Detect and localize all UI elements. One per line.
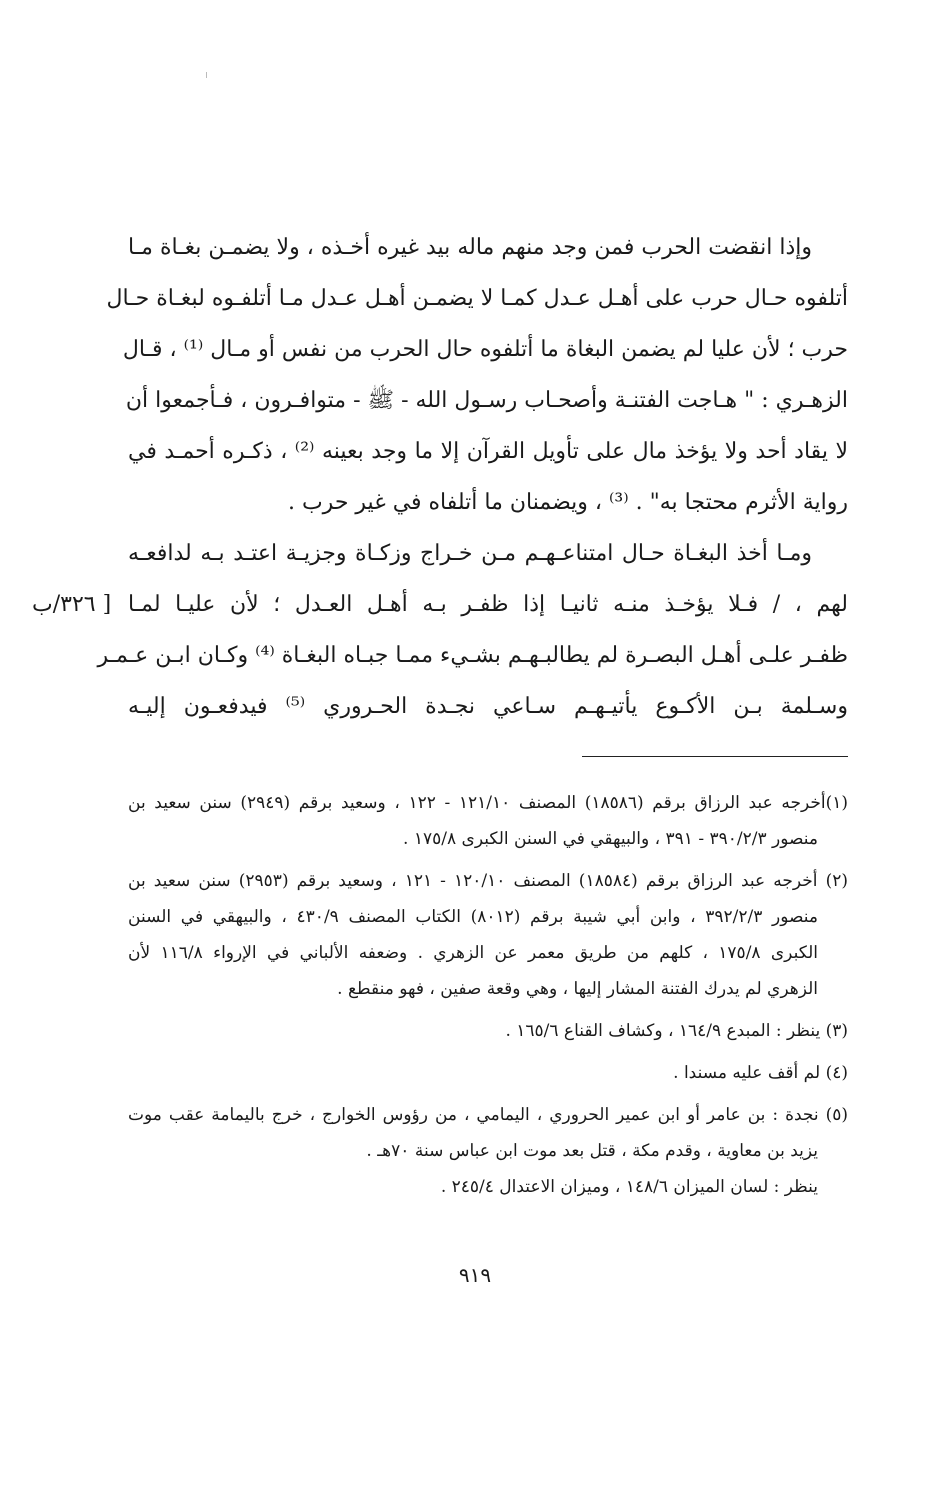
scan-speck [206, 72, 207, 78]
main-line: أتلفوه حـال حرب على أهـل عـدل كمـا لا يضمـن أهـل عـدل مـا أتلفـوه لبغـاة حـال [106, 286, 848, 311]
footnote-5 [128, 1097, 848, 1205]
footnote-line: (١)أخرجه عبد الرزاق برقم (١٨٥٨٦) المصنف ١٢١/١٠ - ١٢٢ ، وسعيد برقم (٢٩٤٩) سنن سعيد بن [128, 793, 848, 813]
footnote-line: الكبرى ١٧٥/٨ ، كلهم من طريق معمر عن الزهري . وضعفه الألباني في الإرواء ١١٦/٨ لأن [128, 943, 818, 963]
main-line: رواية الأثرم محتجا به" . ⁽³⁾ ، ويضمنان ما أتلفاه في غير حرب . [287, 490, 848, 515]
page-number: ٩١٩ [458, 1263, 492, 1287]
main-text-block [97, 222, 848, 732]
main-line: حرب ؛ لأن عليا لم يضمن البغاة ما أتلفوه حال الحرب من نفس أو مـال ⁽¹⁾ ، قـال [122, 337, 848, 362]
footnote-1 [128, 785, 848, 857]
footnote-line: (٤) لم أقف عليه مسندا . [673, 1063, 848, 1083]
footnote-line: منصور ٣٩٢/٢/٣ ، وابن أبي شيبة برقم (٨٠١٢) الكتاب المصنف ٤٣٠/٩ ، والبيهقي في السنن [128, 907, 818, 927]
footnote-separator [582, 756, 848, 757]
footnote-line: (٣) ينظر : المبدع ١٦٤/٩ ، وكشاف القناع ١٦٥/٦ . [505, 1021, 848, 1041]
footnote-line: (٥) نجدة : بن عامر أو ابن عمير الحروري ، اليمامي ، من رؤوس الخوارج ، خرج باليمامة عقب موت [128, 1105, 848, 1125]
main-line: ومـا أخذ البغـاة حـال امتناعـهـم مـن خـراج وزكـاة وجزيـة اعتـد بـه لدافعـه [128, 541, 812, 566]
footnote-line: ينظر : لسان الميزان ١٤٨/٦ ، وميزان الاعتدال ٢٤٥/٤ . [440, 1177, 818, 1197]
footnote-3 [128, 1013, 848, 1049]
footnotes-block [128, 785, 848, 1211]
main-line: لا يقاد أحد ولا يؤخذ مال على تأويل القرآن إلا ما وجد بعينه ⁽²⁾ ، ذكـره أحمـد في [128, 439, 848, 464]
footnote-2 [128, 863, 848, 1007]
footnote-line: يزيد بن معاوية ، وقدم مكة ، قتل بعد موت ابن عباس سنة ٧٠هـ . [366, 1141, 818, 1161]
manuscript-folio-marker: [ ٣٢٦/ب [32, 592, 112, 617]
footnote-line: منصور ٣٩٠/٢/٣ - ٣٩١ ، والبيهقي في السنن الكبرى ١٧٥/٨ . [403, 829, 818, 849]
main-line: وسـلمة بـن الأكـوع يأتيـهـم سـاعي نجـدة الحـروري ⁽⁵⁾ فيدفعـون إليـه [128, 694, 848, 719]
main-line: لهم ، / فـلا يؤخـذ منـه ثانيـا إذا ظفـر بـه أهـل العـدل ؛ لأن عليـا لمـا [128, 592, 848, 617]
main-line: ظفـر علـى أهـل البصـرة لم يطالبـهـم بشـيء ممـا جبـاه البغـاة ⁽⁴⁾ وكـان ابـن عـمـر [97, 643, 848, 668]
main-line: وإذا انقضت الحرب فمن وجد منهم ماله بيد غيره أخـذه ، ولا يضمـن بغـاة مـا [128, 235, 812, 260]
footnote-line: (٢) أخرجه عبد الرزاق برقم (١٨٥٨٤) المصنف ١٢٠/١٠ - ١٢١ ، وسعيد برقم (٢٩٥٣) سنن سعيد بن [128, 871, 848, 891]
footnote-line: الزهري لم يدرك الفتنة المشار إليها ، وهي وقعة صفين ، فهو منقطع . [337, 979, 818, 999]
main-line: الزهـري : " هـاجت الفتنـة وأصحـاب رسـول الله - ﷺ - متوافـرون ، فـأجمعوا أن [125, 388, 848, 413]
footnote-4 [128, 1055, 848, 1091]
